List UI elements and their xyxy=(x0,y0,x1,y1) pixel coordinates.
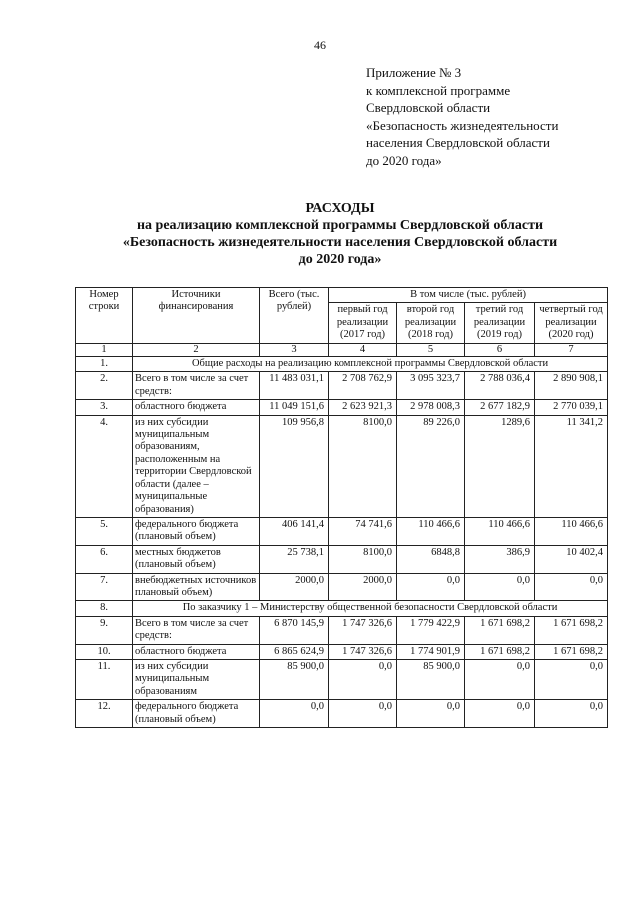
header-including: В том числе (тыс. рублей) xyxy=(329,288,608,303)
year-3-value: 1289,6 xyxy=(465,415,535,517)
year-1-value: 0,0 xyxy=(329,700,397,728)
appendix-line: до 2020 года» xyxy=(366,152,442,168)
column-numbers-row xyxy=(76,343,608,356)
title-line: до 2020 года» xyxy=(298,252,382,267)
expenses-table xyxy=(75,287,608,728)
year-3-value: 110 466,6 xyxy=(465,517,535,545)
financing-source: Всего в том числе за счет средств: xyxy=(133,616,260,644)
financing-source: областного бюджета xyxy=(133,644,260,659)
table-row xyxy=(76,517,608,545)
financing-source: внебюджетных источников плановый объем) xyxy=(133,573,260,601)
appendix-line: «Безопасность жизнедеятельности xyxy=(366,117,559,133)
financing-source: из них субсидии муниципальным образованиям, расположенным на территории Свердловской области (далее – муниципальные образования) xyxy=(133,415,260,517)
year-3-value: 386,9 xyxy=(465,545,535,573)
year-2-value: 3 095 323,7 xyxy=(397,372,465,400)
row-number: 8. xyxy=(76,601,133,616)
total-value: 406 141,4 xyxy=(260,517,329,545)
financing-source: местных бюджетов (плановый объем) xyxy=(133,545,260,573)
year-2-value: 89 226,0 xyxy=(397,415,465,517)
header-row-number: Номер строки xyxy=(76,288,133,344)
row-number: 12. xyxy=(76,700,133,728)
total-value: 109 956,8 xyxy=(260,415,329,517)
header-source: Источники финансирования xyxy=(133,288,260,344)
row-number: 2. xyxy=(76,372,133,400)
header-year-1: первый год реализации (2017 год) xyxy=(329,303,397,343)
title-line: РАСХОДЫ xyxy=(305,201,375,216)
financing-source: федерального бюджета (плановый объем) xyxy=(133,517,260,545)
year-4-value: 0,0 xyxy=(535,700,608,728)
year-3-value: 1 671 698,2 xyxy=(465,644,535,659)
table-header-row xyxy=(76,288,608,303)
year-2-value: 2 978 008,3 xyxy=(397,400,465,415)
row-number: 3. xyxy=(76,400,133,415)
row-number: 11. xyxy=(76,659,133,699)
row-number: 10. xyxy=(76,644,133,659)
year-2-value: 1 774 901,9 xyxy=(397,644,465,659)
table-body xyxy=(76,357,608,728)
table-row xyxy=(76,616,608,644)
page-number: 46 xyxy=(314,38,326,52)
total-value: 25 738,1 xyxy=(260,545,329,573)
total-value: 11 049 151,6 xyxy=(260,400,329,415)
appendix-line: Приложение № 3 xyxy=(366,65,462,80)
year-3-value: 2 788 036,4 xyxy=(465,372,535,400)
year-3-value: 0,0 xyxy=(465,573,535,601)
total-value: 11 483 031,1 xyxy=(260,372,329,400)
year-4-value: 0,0 xyxy=(535,659,608,699)
appendix-line: населения Свердловской области xyxy=(366,135,550,150)
column-number: 5 xyxy=(397,343,465,356)
year-2-value: 1 779 422,9 xyxy=(397,616,465,644)
column-number: 7 xyxy=(535,343,608,356)
financing-source: из них субсидии муниципальным образованиям xyxy=(133,659,260,699)
title-line: «Безопасность жизнедеятельности населения Свердловской области xyxy=(122,235,558,250)
header-year-2: второй год реализации (2018 год) xyxy=(397,303,465,343)
header-total: Всего (тыс. рублей) xyxy=(260,288,329,344)
row-number: 1. xyxy=(76,357,133,372)
year-3-value: 0,0 xyxy=(465,659,535,699)
table-row xyxy=(76,659,608,699)
year-4-value: 2 890 908,1 xyxy=(535,372,608,400)
appendix-block xyxy=(366,64,626,169)
table-row xyxy=(76,644,608,659)
year-4-value: 10 402,4 xyxy=(535,545,608,573)
financing-source: областного бюджета xyxy=(133,400,260,415)
title-line: на реализацию комплексной программы Свердловской области xyxy=(136,218,544,233)
row-number: 6. xyxy=(76,545,133,573)
header-year-3: третий год реализации (2019 год) xyxy=(465,303,535,343)
table-row xyxy=(76,700,608,728)
column-number: 6 xyxy=(465,343,535,356)
table-row xyxy=(76,400,608,415)
year-4-value: 1 671 698,2 xyxy=(535,644,608,659)
year-3-value: 2 677 182,9 xyxy=(465,400,535,415)
appendix-line: Свердловской области xyxy=(366,100,491,115)
year-4-value: 2 770 039,1 xyxy=(535,400,608,415)
section-row xyxy=(76,601,608,616)
year-4-value: 110 466,6 xyxy=(535,517,608,545)
row-number: 5. xyxy=(76,517,133,545)
table-row xyxy=(76,372,608,400)
year-1-value: 2000,0 xyxy=(329,573,397,601)
year-4-value: 1 671 698,2 xyxy=(535,616,608,644)
column-number: 1 xyxy=(76,343,133,356)
total-value: 6 870 145,9 xyxy=(260,616,329,644)
year-2-value: 0,0 xyxy=(397,573,465,601)
section-title: Общие расходы на реализацию комплексной программы Свердловской области xyxy=(133,357,608,372)
table-row xyxy=(76,573,608,601)
table-row xyxy=(76,415,608,517)
column-number: 2 xyxy=(133,343,260,356)
year-1-value: 0,0 xyxy=(329,659,397,699)
financing-source: Всего в том числе за счет средств: xyxy=(133,372,260,400)
year-1-value: 8100,0 xyxy=(329,415,397,517)
column-number: 3 xyxy=(260,343,329,356)
row-number: 7. xyxy=(76,573,133,601)
financing-source: федерального бюджета (плановый объем) xyxy=(133,700,260,728)
year-1-value: 1 747 326,6 xyxy=(329,644,397,659)
year-2-value: 110 466,6 xyxy=(397,517,465,545)
section-row xyxy=(76,357,608,372)
year-1-value: 1 747 326,6 xyxy=(329,616,397,644)
year-2-value: 0,0 xyxy=(397,700,465,728)
year-3-value: 1 671 698,2 xyxy=(465,616,535,644)
row-number: 4. xyxy=(76,415,133,517)
document-title xyxy=(90,200,590,268)
table-row xyxy=(76,545,608,573)
column-number: 4 xyxy=(329,343,397,356)
total-value: 6 865 624,9 xyxy=(260,644,329,659)
year-1-value: 74 741,6 xyxy=(329,517,397,545)
total-value: 2000,0 xyxy=(260,573,329,601)
appendix-line: к комплексной программе xyxy=(366,82,511,98)
year-1-value: 2 708 762,9 xyxy=(329,372,397,400)
row-number: 9. xyxy=(76,616,133,644)
year-1-value: 2 623 921,3 xyxy=(329,400,397,415)
year-2-value: 6848,8 xyxy=(397,545,465,573)
total-value: 0,0 xyxy=(260,700,329,728)
year-4-value: 0,0 xyxy=(535,573,608,601)
year-1-value: 8100,0 xyxy=(329,545,397,573)
section-title: По заказчику 1 – Министерству общественной безопасности Свердловской области xyxy=(133,601,608,616)
header-year-4: четвертый год реализации (2020 год) xyxy=(535,303,608,343)
year-4-value: 11 341,2 xyxy=(535,415,608,517)
total-value: 85 900,0 xyxy=(260,659,329,699)
year-2-value: 85 900,0 xyxy=(397,659,465,699)
year-3-value: 0,0 xyxy=(465,700,535,728)
